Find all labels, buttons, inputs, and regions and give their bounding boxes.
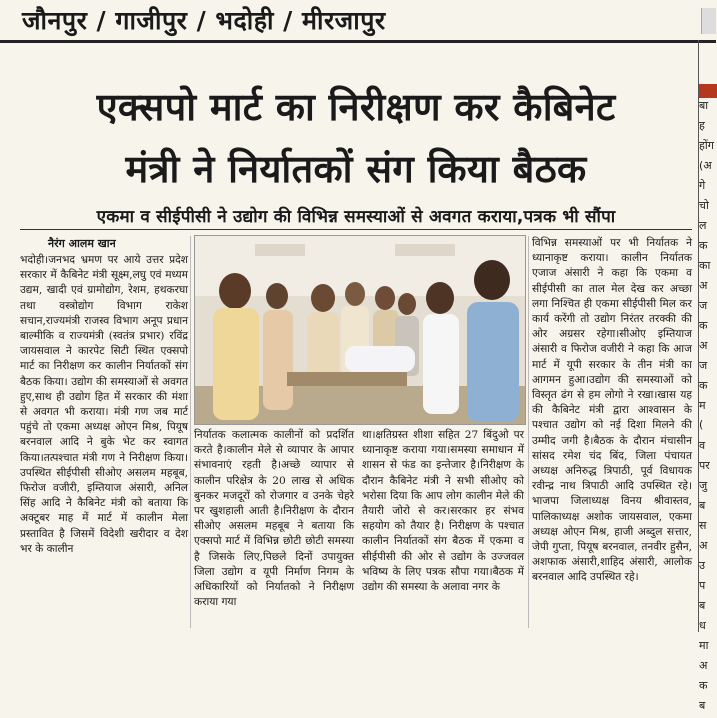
news-photo [194, 235, 526, 425]
adjacent-fragment: स [699, 519, 707, 532]
adjacent-fragment: चो [699, 199, 709, 212]
adjacent-fragment: पर [699, 459, 710, 472]
adjacent-fragment: ब [699, 699, 706, 712]
adjacent-fragment: गे [699, 179, 706, 192]
adjacent-fragment: ( [699, 418, 704, 431]
headline-line-1: एक्सपो मार्ट का निरीक्षण कर कैबिनेट [96, 85, 616, 129]
adjacent-fragment: क [699, 239, 708, 252]
adjacent-fragment: ज [699, 359, 708, 372]
section-title: जौनपुर / गाजीपुर / भदोही / मीरजापुर [22, 6, 386, 35]
adjacent-article-edge [698, 40, 717, 712]
article-column-1: भदोही।जनभद भ्रमण पर आये उत्तर प्रदेश सरकार में कैबिनेट मंत्री सूक्ष्म,लघु एवं मध्यम उद्यम, खादी एवं ग्रामोद्योग, रेशम, हथकरघा तथा वस्त्रोद्योग विभाग राकेश सचान,राज्यमंत्री राजस्व विभाग अनूप प्रधान बाल्मीकि व राज्यमंत्री (स्वतंत्र प्रभार) रविंद्र जायसवाल ने कारपेट सिटी स्थित एक्सपो मार्ट का निरीक्षण कर कालीन निर्यातकों संग बैठक किया। उद्योग की समस्याओं से अवगत हुए,साथ ही उद्योग हित में सरकार की मंशा से अवगत भी कराया। मंत्री गण जब मार्ट पहुंचे तो एकमा अध्यक्ष ओएन मिश्र, पियूष बरनवाल आदि ने बुके भेट कर स्वागत किया।तत्पश्चात मंत्री गण ने निरीक्षण किया।उपस्थित सीईपीसी सीओए असलम महबूब, फिरोज वजीरी, इम्तियाज अंसारी, अनिल सिंह आदि ने कैबिनेट मंत्री को बताया कि अक्टूबर माह में मार्ट में कालीन मेला प्रस्तावित है जिसमें विदेशी खरीदार व देश भर के कालीन [20, 254, 188, 555]
article-column-4: विभिन्न समस्याओं पर भी निर्यातक ने ध्यानाकृष्ट कराया। कालीन निर्यातक एजाज अंसारी ने कहा कि एकमा व सीईपीसी का ताल मेल देख कर अच्छा लगा निश्चित ही एकमा सीईपीसी मिल कर कार्य करेंगी तो उद्योग निरंतर तरक्की की ओर अग्रसर रहेगा।सीओए इम्तियाज अंसारी व फिरोज वजीरी ने कहा कि आज मार्ट में यूपी सरकार के तीन मंत्री का आगमन हुआ।उद्योग की समस्याओं को विस्तृत ढंग से हम लोगो ने रखा।खास यह की कैबिनेट मंत्री द्वारा आश्वासन के पश्चात उद्योग को नई दिशा मिलने की उम्मीद जगी है।बैठक के दौरान मंचासीन सांसद रमेश चंद बिंद, जिला पंचायत अध्यक्ष अनिरुद्ध त्रिपाठी, पूर्व विधायक रवीन्द्र नाथ त्रिपाठी आदि उपस्थित रहे।भाजपा जिलाध्यक्ष विनय श्रीवास्तव, पालिकाध्यक्ष अशोक जायसवाल, एकमा अध्यक्ष ओएन मिश्र, हाजी अब्दुल सत्तार, जेपी गुप्ता, पियूष बरनवाल, तनवीर हुसैन, अशफाक अंसारी,शाहिद अंसारी, आलोक बरनवाल आदि उपस्थित रहे। [532, 237, 692, 584]
subheadline: एकमा व सीईपीसी ने उद्योग की विभिन्न समस्याओं से अवगत कराया,पत्रक भी सौंपा [96, 207, 616, 227]
adjacent-fragment: ज [699, 299, 708, 312]
adjacent-fragment: ब [699, 599, 706, 612]
adjacent-article-fragments [699, 98, 717, 718]
adjacent-label-block [699, 84, 717, 98]
adjacent-fragment: प [699, 579, 706, 592]
article-column-2: निर्यातक कलात्मक कालीनों को प्रदर्शित करते है।कालीन मेले से व्यापार के आपार संभावनाएं रहती है।अच्छे व्यापार से कालीन परिक्षेत्र के 20 लाख से अधिक बुनकर मजदूरों को रोजगार व उनके चेहरे पर खुशहाली आती है।निरीक्षण के दौरान सीओए असलम महबूब ने बताया कि एक्सपो मार्ट में विभिन्न छोटी छोटी समस्या है जिसके लिए,पिछले दिनों उपायुक्त जिला उद्योग व यूपी निर्माण निगम के अधिकारियों को निर्यातको ने निरीक्षण कराया गया [194, 429, 354, 609]
adjacent-fragment: ह [699, 119, 705, 132]
headline-line-2: मंत्री ने निर्यातकों संग किया बैठक [125, 147, 587, 191]
adjacent-fragment: अ [699, 279, 708, 292]
adjacent-fragment: मा [699, 639, 709, 652]
adjacent-fragment: ब [699, 499, 706, 512]
section-masthead [0, 0, 716, 43]
adjacent-fragment: क [699, 679, 708, 692]
adjacent-fragment: अ [699, 539, 708, 552]
adjacent-fragment: जु [699, 479, 708, 492]
adjacent-fragment: ल [699, 219, 707, 232]
column-divider [528, 236, 529, 628]
adjacent-fragment: अ [699, 659, 708, 672]
masthead-edge [701, 8, 716, 34]
headline [20, 76, 692, 200]
adjacent-fragment: उ [699, 559, 706, 572]
adjacent-fragment: क [699, 319, 708, 332]
column-divider [190, 236, 191, 628]
adjacent-fragment: क [699, 379, 708, 392]
subheadline-rule [20, 229, 692, 230]
adjacent-fragment: ध [699, 619, 706, 632]
adjacent-fragment: बा [699, 99, 709, 112]
article-column-3: था।क्षतिग्रस्त शीशा सहित 27 बिंदुओ पर ध्यानाकृष्ट कराया गया।समस्या समाधान में शासन से फंड का इन्तेजार है।निरीक्षण के दौरान कैबिनेट मंत्री ने सभी सीओए को भरोसा दिया कि आप लोग कालीन मेले की तैयारी जोरो से कर।सरकार हर संभव सहयोग को तैयार है। निरीक्षण के पश्चात कालीन निर्यातकों संग बैठक में एकमा व सीईपीसी की ओर से उद्योग के उज्जवल भविष्य के लिए पत्रक सौपा गया।बैठक में उद्योग की समस्या के अलावा नगर के [362, 429, 524, 594]
adjacent-fragment: का [699, 259, 711, 272]
adjacent-fragment: म [699, 399, 706, 412]
adjacent-fragment: अ [699, 339, 708, 352]
adjacent-fragment: (अ [699, 159, 712, 172]
byline: नैरंग आलम खान [48, 237, 116, 250]
adjacent-fragment: व [699, 439, 706, 452]
adjacent-fragment: होंग [699, 139, 714, 152]
